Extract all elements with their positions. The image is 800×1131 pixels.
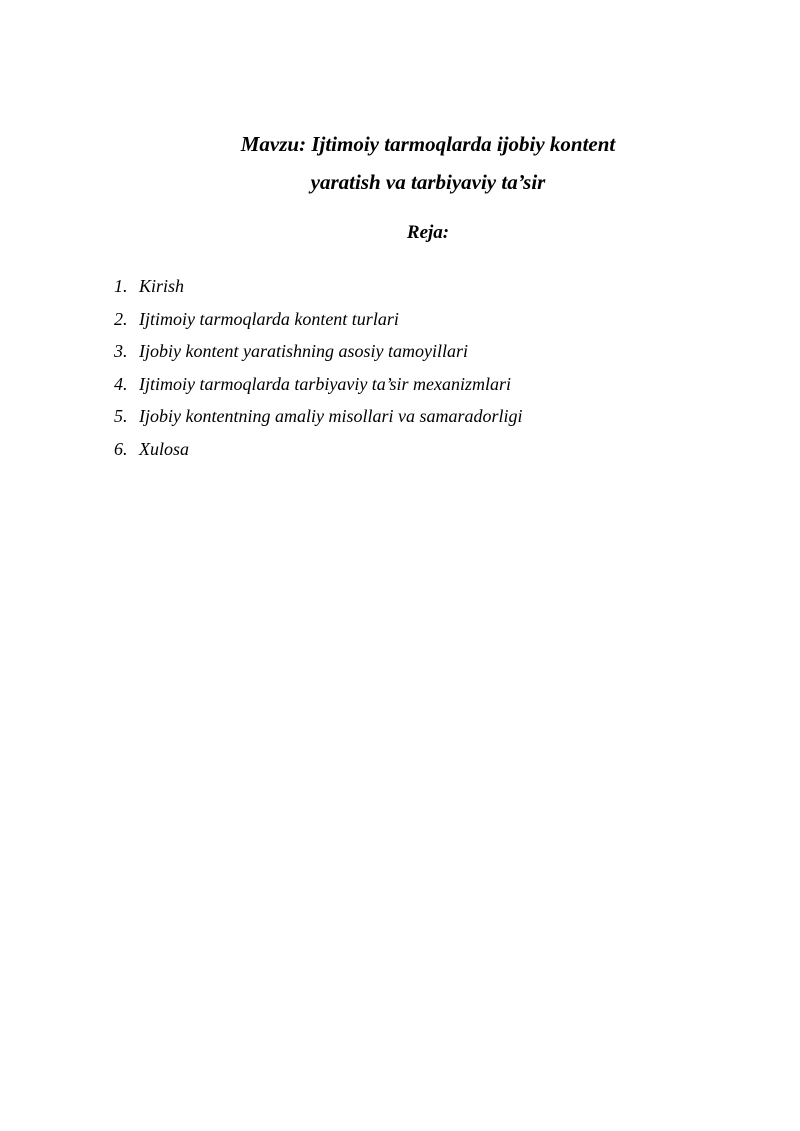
- plan-item-text: Ijtimoiy tarmoqlarda kontent turlari: [139, 308, 399, 329]
- plan-item-text: Ijobiy kontentning amaliy misollari va samaradorligi: [139, 406, 523, 426]
- title-line-1: Mavzu: Ijtimoiy tarmoqlarda ijobiy kontent: [240, 132, 616, 156]
- title-line-2: yaratish va tarbiyaviy ta’sir: [310, 170, 546, 194]
- plan-item-text: Ijtimoiy tarmoqlarda tarbiyaviy ta’sir mexanizmlari: [139, 373, 511, 394]
- plan-heading: Reja:: [406, 222, 450, 243]
- plan-item-2: [114, 303, 522, 336]
- plan-item-text: Xulosa: [139, 438, 190, 459]
- plan-list: [114, 270, 522, 465]
- plan-item-text: Ijobiy kontent yaratishning asosiy tamoyillari: [139, 341, 468, 361]
- plan-item-number: 1.: [114, 276, 128, 296]
- plan-item-number: 6.: [114, 438, 128, 459]
- plan-item-number: 3.: [114, 341, 128, 361]
- plan-item-4: [114, 368, 522, 401]
- plan-item-text: Kirish: [139, 276, 185, 296]
- plan-item-number: 5.: [114, 406, 128, 426]
- plan-item-number: 2.: [114, 308, 128, 329]
- plan-item-number: 4.: [114, 373, 128, 394]
- plan-item-1: [114, 270, 522, 303]
- plan-item-3: [114, 335, 522, 368]
- plan-item-5: [114, 400, 522, 433]
- document-title: [0, 125, 800, 201]
- plan-item-6: [114, 433, 522, 466]
